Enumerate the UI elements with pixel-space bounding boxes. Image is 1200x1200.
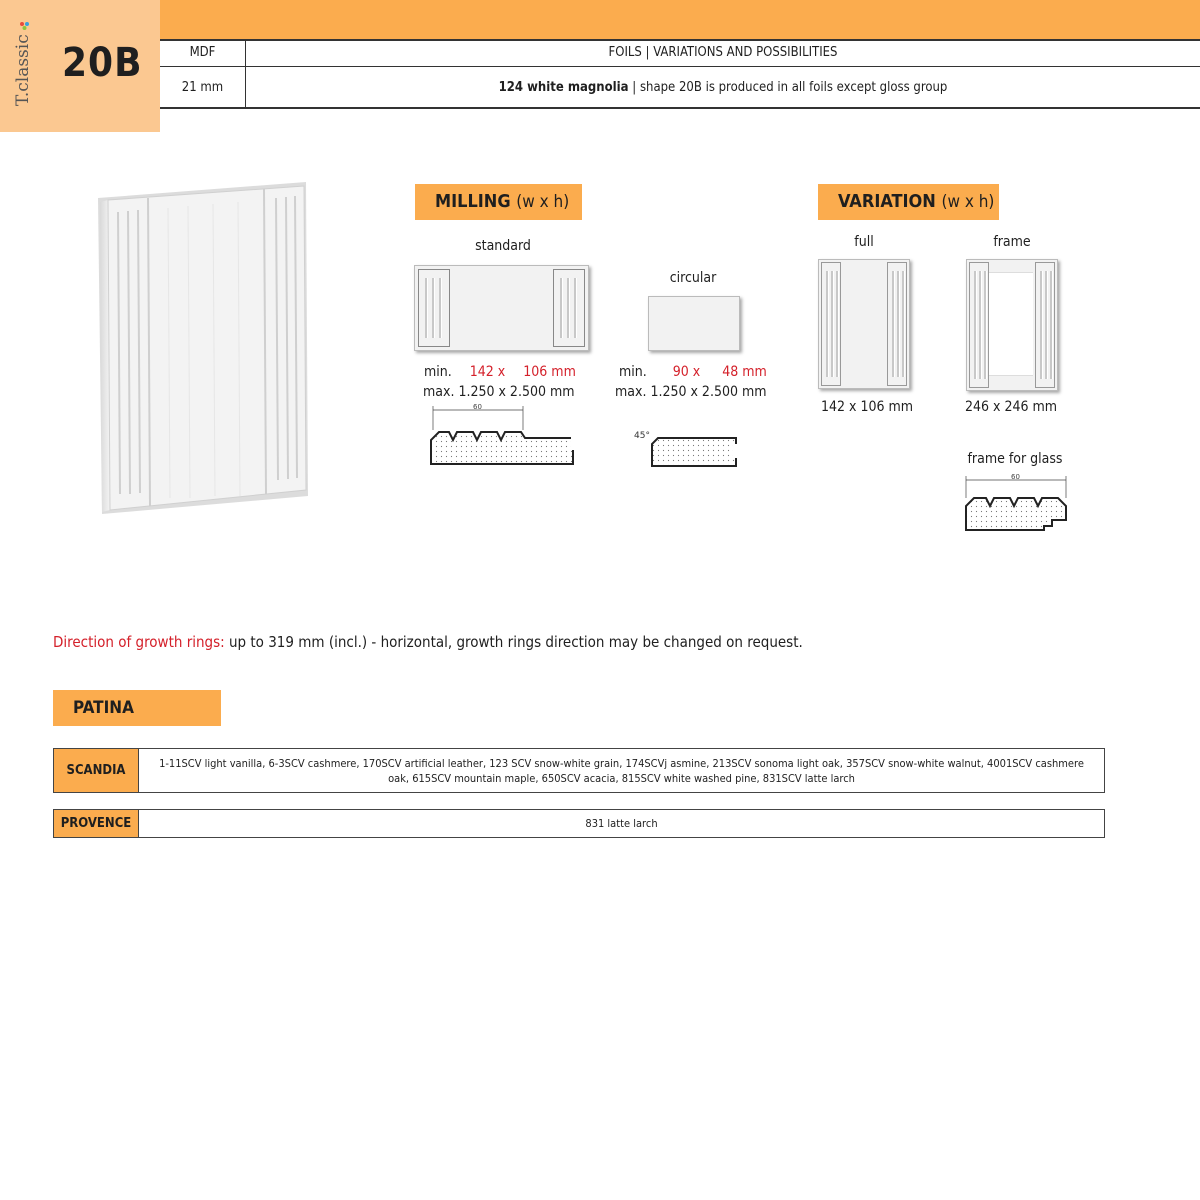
standard-right-rail [553,269,585,347]
full-right-rail [887,262,907,386]
frame-right-rail [1035,262,1055,388]
variation-title: VARIATION [838,191,936,212]
circular-min [619,364,767,380]
circular-profile-drawing [632,424,742,472]
standard-min-width: 142 x [469,364,506,380]
growth-rings-label: Direction of growth rings: [53,633,225,651]
standard-min [424,364,576,380]
patina-tag: PATINA [53,690,221,726]
spec-row-divider [160,66,1200,67]
standard-profile-drawing [425,400,585,470]
frame-size: 246 x 246 mm [964,399,1058,415]
frame-glass-profile-dim: 60 [1011,473,1020,481]
circular-panel [648,296,740,351]
standard-min-height: 106 mm [523,364,576,380]
header-orange-bar [160,0,1200,41]
brand-logo [8,18,42,108]
milling-title: MILLING [435,191,511,212]
full-left-rail [821,262,841,386]
foil-name: 124 white magnolia [498,80,629,95]
patina-row-provence [53,809,1105,838]
spec-col1-header: MDF [189,45,216,60]
frame-glass-label: frame for glass [967,451,1063,467]
standard-left-rail [418,269,450,347]
circular-min-width: 90 x [672,364,701,380]
milling-unit: (w x h) [516,192,570,212]
patina-row-name: SCANDIA [54,749,139,792]
frame-glass-profile-drawing [960,470,1072,534]
frame-label: frame [993,234,1031,250]
frame-glass-opening [989,272,1033,376]
product-code: 20B [62,40,143,86]
variation-unit: (w x h) [941,192,995,212]
spec-col2-value [246,80,1200,95]
variation-tag [818,184,999,220]
growth-rings-text: up to 319 mm (incl.) - horizontal, growth rings direction may be changed on request. [224,633,803,651]
full-label: full [854,234,874,250]
circular-angle: 45° [634,431,650,441]
product-door-image [98,178,312,518]
milling-tag [415,184,582,220]
patina-row-scandia [53,748,1105,793]
patina-row-text: 1-11SCV light vanilla, 6-3SCV cashmere, 170SCV artificial leather, 123 SCV snow-white grain, 174SCVj asmine, 213SCV sonoma light oak, 357SCV snow-white walnut, 4001SCV cashmere oak, 615SCV mountain maple, 650SCV acacia, 815SCV white washed pine, 831SCV latte larch [159,756,1084,785]
frame-panel [966,259,1058,391]
circular-max: max. 1.250 x 2.500 mm [615,384,767,400]
growth-rings-note [53,633,803,651]
spec-col1-value: 21 mm [181,80,224,95]
circular-min-height: 48 mm [722,364,767,380]
patina-row-name: PROVENCE [54,810,139,837]
standard-min-label: min. [424,364,452,380]
patina-row-text: 831 latte larch [585,817,658,830]
standard-panel [414,265,589,351]
circular-min-label: min. [619,364,647,380]
spec-col2-header: FOILS | VARIATIONS AND POSSIBILITIES [608,45,838,60]
frame-left-rail [969,262,989,388]
full-panel [818,259,910,389]
standard-max: max. 1.250 x 2.500 mm [423,384,575,400]
spec-bottom-border [160,107,1200,109]
brand-name: T.classic [13,34,33,106]
full-size: 142 x 106 mm [820,399,914,415]
foil-note: | shape 20B is produced in all foils except gloss group [628,80,948,95]
standard-profile-dim: 60 [473,403,482,411]
standard-label: standard [475,238,531,254]
circular-label: circular [669,270,717,286]
